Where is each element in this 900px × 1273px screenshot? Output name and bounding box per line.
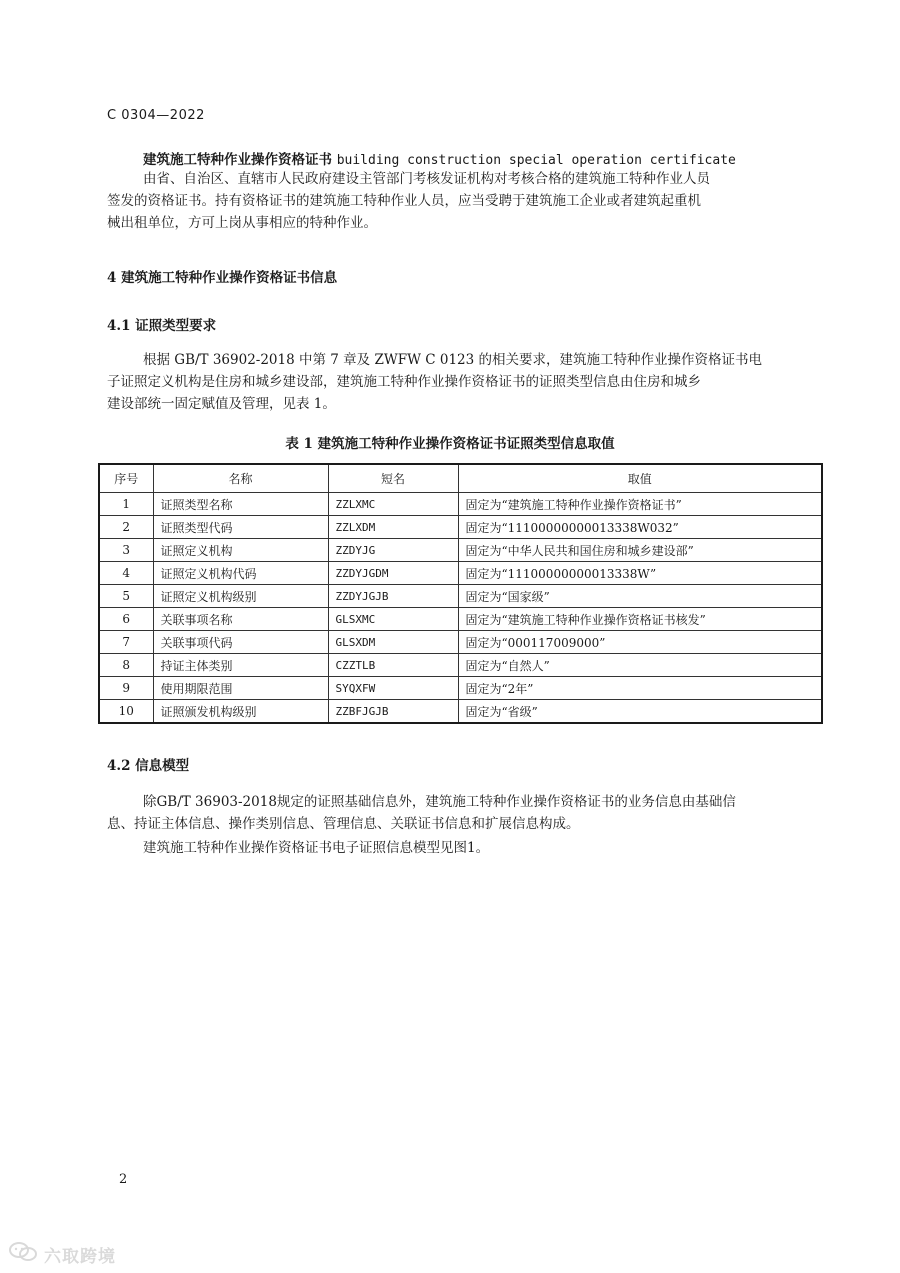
term-definition-line: 械出租单位，方可上岗从事相应的特种作业。: [107, 215, 377, 231]
cell-value: 固定为“000117009000”: [458, 631, 822, 654]
table-row: [99, 516, 822, 539]
cell-name: 证照定义机构代码: [153, 562, 328, 585]
paragraph-line: 除GB/T 36903-2018规定的证照基础信息外，建筑施工特种作业操作资格证书的业务信息由基础信: [143, 794, 736, 810]
watermark: [8, 1241, 138, 1267]
document-code-header: C 0304—2022: [107, 108, 205, 123]
cell-no: 5: [99, 585, 153, 608]
cell-name: 持证主体类别: [153, 654, 328, 677]
cell-short-name: ZZDYJGDM: [328, 562, 458, 585]
table-row: [99, 493, 822, 516]
table-row: [99, 654, 822, 677]
cell-no: 9: [99, 677, 153, 700]
term-definition-line: 签发的资格证书。持有资格证书的建筑施工特种作业人员，应当受聘于建筑施工企业或者建筑起重机: [107, 193, 701, 209]
cell-no: 10: [99, 700, 153, 724]
cell-name: 证照类型代码: [153, 516, 328, 539]
table-row: [99, 631, 822, 654]
paragraph-line: 建设部统一固定赋值及管理，见表 1。: [107, 396, 336, 412]
term-definition-line: 由省、自治区、直辖市人民政府建设主管部门考核发证机构对考核合格的建筑施工特种作业人员: [143, 171, 710, 187]
cell-value: 固定为“2年”: [458, 677, 822, 700]
term-title: [143, 148, 736, 168]
section-4-1-heading: 4.1 证照类型要求: [107, 318, 217, 334]
cell-name: 使用期限范围: [153, 677, 328, 700]
cell-value: 固定为“省级”: [458, 700, 822, 724]
table-row: [99, 700, 822, 724]
cell-no: 8: [99, 654, 153, 677]
section-4-2-figure-reference: 建筑施工特种作业操作资格证书电子证照信息模型见图1。: [143, 840, 490, 856]
cell-short-name: ZZDYJG: [328, 539, 458, 562]
cell-name: 关联事项名称: [153, 608, 328, 631]
paragraph-line: 根据 GB/T 36902-2018 中第 7 章及 ZWFW C 0123 的相关要求，建筑施工特种作业操作资格证书电: [143, 352, 763, 368]
cell-no: 1: [99, 493, 153, 516]
cell-value: 固定为“自然人”: [458, 654, 822, 677]
header-cell-short-name: 短名: [328, 464, 458, 493]
cell-short-name: CZZTLB: [328, 654, 458, 677]
cell-value: 固定为“11100000000013338W”: [458, 562, 822, 585]
table-row: [99, 585, 822, 608]
cell-name: 证照类型名称: [153, 493, 328, 516]
cell-short-name: SYQXFW: [328, 677, 458, 700]
cell-short-name: ZZLXDM: [328, 516, 458, 539]
cell-short-name: ZZBFJGJB: [328, 700, 458, 724]
header-cell-name: 名称: [153, 464, 328, 493]
cell-value: 固定为“建筑施工特种作业操作资格证书”: [458, 493, 822, 516]
wechat-logo-icon: [8, 1241, 38, 1268]
term-title-zh: 建筑施工特种作业操作资格证书: [143, 152, 332, 168]
cell-value: 固定为“中华人民共和国住房和城乡建设部”: [458, 539, 822, 562]
table-row: [99, 562, 822, 585]
cell-value: 固定为“建筑施工特种作业操作资格证书核发”: [458, 608, 822, 631]
cell-short-name: ZZLXMC: [328, 493, 458, 516]
page-number: 2: [119, 1172, 128, 1187]
section-4-1-paragraph: [107, 349, 812, 415]
cell-name: 关联事项代码: [153, 631, 328, 654]
table-1-caption: 表 1 建筑施工特种作业操作资格证书证照类型信息取值: [285, 436, 615, 452]
table-row: [99, 539, 822, 562]
header-cell-no: 序号: [99, 464, 153, 493]
cell-no: 4: [99, 562, 153, 585]
cell-no: 3: [99, 539, 153, 562]
cell-short-name: GLSXDM: [328, 631, 458, 654]
section-4-heading: 4 建筑施工特种作业操作资格证书信息: [107, 270, 338, 286]
section-4-2-paragraph: [107, 791, 812, 835]
cell-no: 7: [99, 631, 153, 654]
term-title-en: building construction special operation certificate: [336, 153, 736, 168]
cell-value: 固定为“国家级”: [458, 585, 822, 608]
cell-no: 6: [99, 608, 153, 631]
paragraph-line: 子证照定义机构是住房和城乡建设部，建筑施工特种作业操作资格证书的证照类型信息由住房和城乡: [107, 374, 701, 390]
table-header-row: [99, 464, 822, 493]
table-row: [99, 608, 822, 631]
cell-name: 证照定义机构: [153, 539, 328, 562]
cell-value: 固定为“11100000000013338W032”: [458, 516, 822, 539]
cell-short-name: GLSXMC: [328, 608, 458, 631]
cell-short-name: ZZDYJGJB: [328, 585, 458, 608]
table-row: [99, 677, 822, 700]
paragraph-line: 息、持证主体信息、操作类别信息、管理信息、关联证书信息和扩展信息构成。: [107, 816, 580, 832]
section-4-2-heading: 4.2 信息模型: [107, 758, 190, 774]
header-cell-value: 取值: [458, 464, 822, 493]
cell-name: 证照定义机构级别: [153, 585, 328, 608]
watermark-text: 六取跨境: [44, 1247, 116, 1267]
cell-name: 证照颁发机构级别: [153, 700, 328, 724]
cell-no: 2: [99, 516, 153, 539]
term-definition: [107, 168, 812, 234]
certificate-type-table: [98, 463, 823, 724]
